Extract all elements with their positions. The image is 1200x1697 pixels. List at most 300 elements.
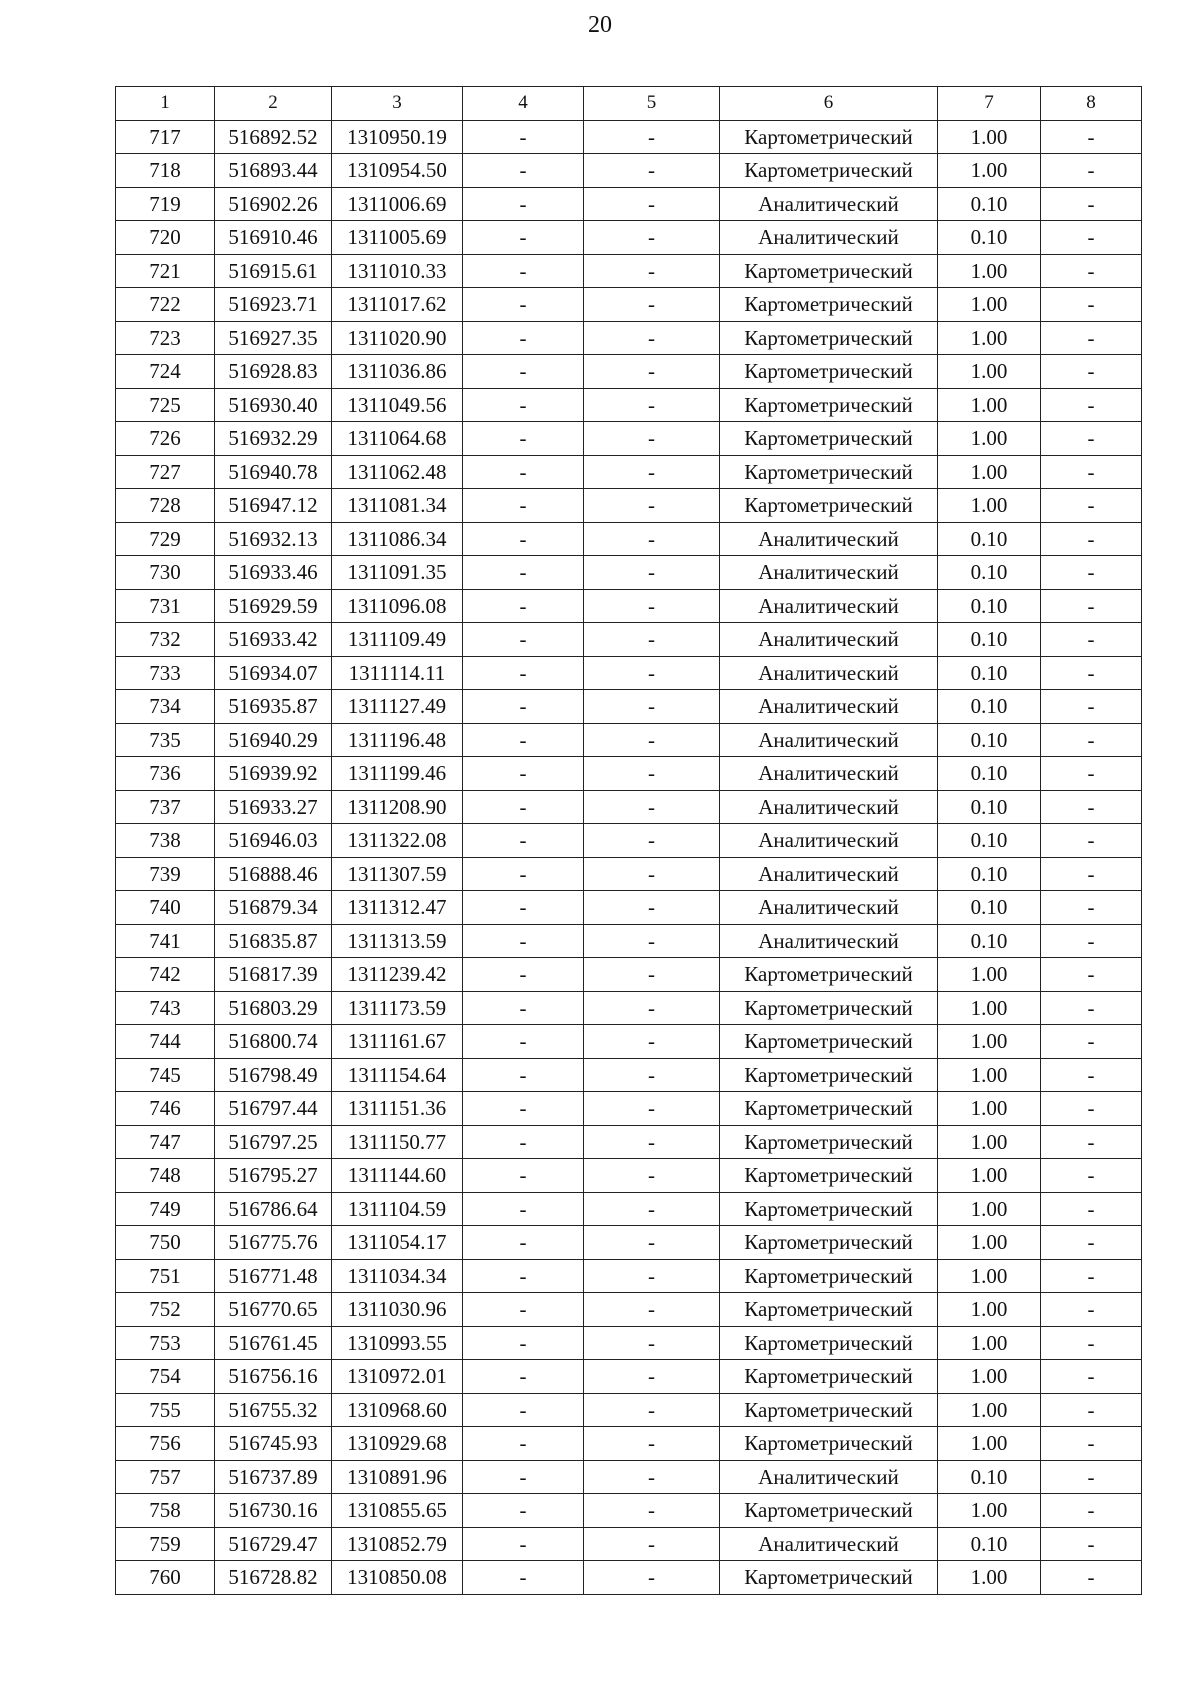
point-number-cell: 742	[116, 958, 215, 992]
column-4-cell: -	[463, 221, 584, 255]
table-row	[116, 1058, 1142, 1092]
method-cell: Картометрический	[720, 1058, 938, 1092]
accuracy-cell: 1.00	[938, 154, 1041, 188]
column-5-cell: -	[584, 1326, 720, 1360]
x-coordinate-cell: 516835.87	[215, 924, 332, 958]
y-coordinate-cell: 1311307.59	[332, 857, 463, 891]
method-cell: Аналитический	[720, 522, 938, 556]
column-5-cell: -	[584, 824, 720, 858]
accuracy-cell: 0.10	[938, 221, 1041, 255]
table-row	[116, 154, 1142, 188]
table-row	[116, 857, 1142, 891]
accuracy-cell: 1.00	[938, 1159, 1041, 1193]
x-coordinate-cell: 516947.12	[215, 489, 332, 523]
method-cell: Картометрический	[720, 1092, 938, 1126]
x-coordinate-cell: 516786.64	[215, 1192, 332, 1226]
column-8-cell: -	[1041, 891, 1142, 925]
table-row	[116, 1192, 1142, 1226]
table-row	[116, 556, 1142, 590]
y-coordinate-cell: 1310855.65	[332, 1494, 463, 1528]
column-8-cell: -	[1041, 1527, 1142, 1561]
table-row	[116, 321, 1142, 355]
y-coordinate-cell: 1311239.42	[332, 958, 463, 992]
column-header-2: 2	[215, 87, 332, 121]
x-coordinate-cell: 516745.93	[215, 1427, 332, 1461]
column-4-cell: -	[463, 1494, 584, 1528]
accuracy-cell: 1.00	[938, 958, 1041, 992]
column-8-cell: -	[1041, 1125, 1142, 1159]
column-8-cell: -	[1041, 422, 1142, 456]
x-coordinate-cell: 516761.45	[215, 1326, 332, 1360]
column-8-cell: -	[1041, 1460, 1142, 1494]
column-8-cell: -	[1041, 1360, 1142, 1394]
y-coordinate-cell: 1310929.68	[332, 1427, 463, 1461]
column-5-cell: -	[584, 690, 720, 724]
column-8-cell: -	[1041, 824, 1142, 858]
y-coordinate-cell: 1311020.90	[332, 321, 463, 355]
column-5-cell: -	[584, 556, 720, 590]
accuracy-cell: 0.10	[938, 790, 1041, 824]
y-coordinate-cell: 1310852.79	[332, 1527, 463, 1561]
y-coordinate-cell: 1311104.59	[332, 1192, 463, 1226]
x-coordinate-cell: 516940.29	[215, 723, 332, 757]
point-number-cell: 729	[116, 522, 215, 556]
accuracy-cell: 1.00	[938, 355, 1041, 389]
column-8-cell: -	[1041, 455, 1142, 489]
column-8-cell: -	[1041, 924, 1142, 958]
point-number-cell: 754	[116, 1360, 215, 1394]
y-coordinate-cell: 1310891.96	[332, 1460, 463, 1494]
column-4-cell: -	[463, 254, 584, 288]
column-5-cell: -	[584, 623, 720, 657]
table-row	[116, 187, 1142, 221]
accuracy-cell: 0.10	[938, 857, 1041, 891]
x-coordinate-cell: 516932.29	[215, 422, 332, 456]
point-number-cell: 730	[116, 556, 215, 590]
column-4-cell: -	[463, 790, 584, 824]
point-number-cell: 752	[116, 1293, 215, 1327]
table-row	[116, 1393, 1142, 1427]
x-coordinate-cell: 516910.46	[215, 221, 332, 255]
table-row	[116, 1159, 1142, 1193]
point-number-cell: 718	[116, 154, 215, 188]
accuracy-cell: 1.00	[938, 120, 1041, 154]
x-coordinate-cell: 516755.32	[215, 1393, 332, 1427]
point-number-cell: 736	[116, 757, 215, 791]
x-coordinate-cell: 516940.78	[215, 455, 332, 489]
column-8-cell: -	[1041, 187, 1142, 221]
x-coordinate-cell: 516930.40	[215, 388, 332, 422]
y-coordinate-cell: 1311208.90	[332, 790, 463, 824]
point-number-cell: 759	[116, 1527, 215, 1561]
point-number-cell: 738	[116, 824, 215, 858]
column-5-cell: -	[584, 288, 720, 322]
column-5-cell: -	[584, 1427, 720, 1461]
x-coordinate-cell: 516888.46	[215, 857, 332, 891]
x-coordinate-cell: 516892.52	[215, 120, 332, 154]
x-coordinate-cell: 516797.44	[215, 1092, 332, 1126]
column-5-cell: -	[584, 422, 720, 456]
x-coordinate-cell: 516915.61	[215, 254, 332, 288]
column-4-cell: -	[463, 1427, 584, 1461]
column-4-cell: -	[463, 958, 584, 992]
point-number-cell: 741	[116, 924, 215, 958]
table-row	[116, 1125, 1142, 1159]
method-cell: Картометрический	[720, 489, 938, 523]
column-4-cell: -	[463, 891, 584, 925]
point-number-cell: 747	[116, 1125, 215, 1159]
accuracy-cell: 1.00	[938, 1561, 1041, 1595]
method-cell: Картометрический	[720, 1226, 938, 1260]
accuracy-cell: 1.00	[938, 254, 1041, 288]
column-5-cell: -	[584, 958, 720, 992]
table-row	[116, 924, 1142, 958]
table-row	[116, 1259, 1142, 1293]
accuracy-cell: 1.00	[938, 1494, 1041, 1528]
x-coordinate-cell: 516775.76	[215, 1226, 332, 1260]
y-coordinate-cell: 1311127.49	[332, 690, 463, 724]
table-row	[116, 1427, 1142, 1461]
table-row	[116, 455, 1142, 489]
x-coordinate-cell: 516803.29	[215, 991, 332, 1025]
y-coordinate-cell: 1311199.46	[332, 757, 463, 791]
table-row	[116, 254, 1142, 288]
column-8-cell: -	[1041, 288, 1142, 322]
method-cell: Аналитический	[720, 824, 938, 858]
column-4-cell: -	[463, 589, 584, 623]
column-4-cell: -	[463, 154, 584, 188]
column-8-cell: -	[1041, 388, 1142, 422]
column-8-cell: -	[1041, 790, 1142, 824]
method-cell: Картометрический	[720, 455, 938, 489]
table-row	[116, 790, 1142, 824]
column-8-cell: -	[1041, 857, 1142, 891]
x-coordinate-cell: 516730.16	[215, 1494, 332, 1528]
column-4-cell: -	[463, 1460, 584, 1494]
column-5-cell: -	[584, 757, 720, 791]
y-coordinate-cell: 1311064.68	[332, 422, 463, 456]
column-5-cell: -	[584, 891, 720, 925]
column-8-cell: -	[1041, 690, 1142, 724]
column-4-cell: -	[463, 1527, 584, 1561]
column-4-cell: -	[463, 757, 584, 791]
point-number-cell: 724	[116, 355, 215, 389]
column-header-4: 4	[463, 87, 584, 121]
method-cell: Картометрический	[720, 1025, 938, 1059]
table-row	[116, 690, 1142, 724]
table-row	[116, 656, 1142, 690]
method-cell: Картометрический	[720, 1259, 938, 1293]
table-row	[116, 1293, 1142, 1327]
table-row	[116, 589, 1142, 623]
point-number-cell: 726	[116, 422, 215, 456]
accuracy-cell: 0.10	[938, 824, 1041, 858]
column-4-cell: -	[463, 422, 584, 456]
column-4-cell: -	[463, 1159, 584, 1193]
table-row	[116, 1494, 1142, 1528]
accuracy-cell: 1.00	[938, 288, 1041, 322]
table-row	[116, 1326, 1142, 1360]
column-4-cell: -	[463, 1092, 584, 1126]
accuracy-cell: 0.10	[938, 723, 1041, 757]
x-coordinate-cell: 516737.89	[215, 1460, 332, 1494]
y-coordinate-cell: 1311144.60	[332, 1159, 463, 1193]
page-number: 20	[588, 12, 612, 38]
accuracy-cell: 0.10	[938, 187, 1041, 221]
column-8-cell: -	[1041, 1226, 1142, 1260]
column-5-cell: -	[584, 1561, 720, 1595]
table-row	[116, 422, 1142, 456]
column-5-cell: -	[584, 857, 720, 891]
column-4-cell: -	[463, 455, 584, 489]
column-8-cell: -	[1041, 589, 1142, 623]
column-8-cell: -	[1041, 1192, 1142, 1226]
column-5-cell: -	[584, 1360, 720, 1394]
x-coordinate-cell: 516939.92	[215, 757, 332, 791]
accuracy-cell: 0.10	[938, 589, 1041, 623]
point-number-cell: 719	[116, 187, 215, 221]
accuracy-cell: 0.10	[938, 924, 1041, 958]
table-row	[116, 522, 1142, 556]
table-row	[116, 958, 1142, 992]
table-row	[116, 288, 1142, 322]
column-8-cell: -	[1041, 254, 1142, 288]
method-cell: Картометрический	[720, 154, 938, 188]
column-4-cell: -	[463, 288, 584, 322]
column-5-cell: -	[584, 924, 720, 958]
column-4-cell: -	[463, 656, 584, 690]
column-header-5: 5	[584, 87, 720, 121]
y-coordinate-cell: 1310954.50	[332, 154, 463, 188]
x-coordinate-cell: 516893.44	[215, 154, 332, 188]
column-5-cell: -	[584, 154, 720, 188]
table-row	[116, 723, 1142, 757]
x-coordinate-cell: 516729.47	[215, 1527, 332, 1561]
x-coordinate-cell: 516932.13	[215, 522, 332, 556]
y-coordinate-cell: 1311322.08	[332, 824, 463, 858]
accuracy-cell: 1.00	[938, 1192, 1041, 1226]
method-cell: Аналитический	[720, 757, 938, 791]
column-4-cell: -	[463, 690, 584, 724]
x-coordinate-cell: 516800.74	[215, 1025, 332, 1059]
column-8-cell: -	[1041, 489, 1142, 523]
point-number-cell: 733	[116, 656, 215, 690]
column-4-cell: -	[463, 1226, 584, 1260]
method-cell: Аналитический	[720, 187, 938, 221]
method-cell: Картометрический	[720, 1326, 938, 1360]
y-coordinate-cell: 1311054.17	[332, 1226, 463, 1260]
point-number-cell: 753	[116, 1326, 215, 1360]
column-5-cell: -	[584, 120, 720, 154]
accuracy-cell: 0.10	[938, 891, 1041, 925]
x-coordinate-cell: 516933.27	[215, 790, 332, 824]
column-5-cell: -	[584, 589, 720, 623]
y-coordinate-cell: 1311005.69	[332, 221, 463, 255]
table-row	[116, 1561, 1142, 1595]
column-5-cell: -	[584, 355, 720, 389]
y-coordinate-cell: 1310972.01	[332, 1360, 463, 1394]
table-row	[116, 1226, 1142, 1260]
accuracy-cell: 0.10	[938, 1460, 1041, 1494]
accuracy-cell: 1.00	[938, 489, 1041, 523]
y-coordinate-cell: 1311173.59	[332, 991, 463, 1025]
y-coordinate-cell: 1311049.56	[332, 388, 463, 422]
column-4-cell: -	[463, 1326, 584, 1360]
column-4-cell: -	[463, 723, 584, 757]
table-row	[116, 1092, 1142, 1126]
point-number-cell: 731	[116, 589, 215, 623]
method-cell: Аналитический	[720, 857, 938, 891]
table-row	[116, 355, 1142, 389]
table-row	[116, 757, 1142, 791]
point-number-cell: 745	[116, 1058, 215, 1092]
point-number-cell: 744	[116, 1025, 215, 1059]
y-coordinate-cell: 1311006.69	[332, 187, 463, 221]
x-coordinate-cell: 516934.07	[215, 656, 332, 690]
x-coordinate-cell: 516933.46	[215, 556, 332, 590]
accuracy-cell: 1.00	[938, 422, 1041, 456]
accuracy-cell: 1.00	[938, 1259, 1041, 1293]
x-coordinate-cell: 516817.39	[215, 958, 332, 992]
point-number-cell: 739	[116, 857, 215, 891]
accuracy-cell: 1.00	[938, 388, 1041, 422]
column-8-cell: -	[1041, 1025, 1142, 1059]
column-4-cell: -	[463, 1293, 584, 1327]
column-8-cell: -	[1041, 623, 1142, 657]
column-8-cell: -	[1041, 958, 1142, 992]
column-4-cell: -	[463, 321, 584, 355]
column-header-1: 1	[116, 87, 215, 121]
x-coordinate-cell: 516927.35	[215, 321, 332, 355]
y-coordinate-cell: 1310968.60	[332, 1393, 463, 1427]
point-number-cell: 748	[116, 1159, 215, 1193]
point-number-cell: 727	[116, 455, 215, 489]
accuracy-cell: 1.00	[938, 1326, 1041, 1360]
table-row	[116, 388, 1142, 422]
column-4-cell: -	[463, 824, 584, 858]
y-coordinate-cell: 1311010.33	[332, 254, 463, 288]
x-coordinate-cell: 516770.65	[215, 1293, 332, 1327]
column-8-cell: -	[1041, 1494, 1142, 1528]
point-number-cell: 760	[116, 1561, 215, 1595]
column-5-cell: -	[584, 388, 720, 422]
x-coordinate-cell: 516798.49	[215, 1058, 332, 1092]
y-coordinate-cell: 1310950.19	[332, 120, 463, 154]
point-number-cell: 723	[116, 321, 215, 355]
column-5-cell: -	[584, 1092, 720, 1126]
y-coordinate-cell: 1311062.48	[332, 455, 463, 489]
column-header-8: 8	[1041, 87, 1142, 121]
method-cell: Аналитический	[720, 556, 938, 590]
method-cell: Картометрический	[720, 422, 938, 456]
accuracy-cell: 1.00	[938, 1025, 1041, 1059]
column-4-cell: -	[463, 1125, 584, 1159]
column-5-cell: -	[584, 1460, 720, 1494]
table-row	[116, 489, 1142, 523]
y-coordinate-cell: 1311096.08	[332, 589, 463, 623]
method-cell: Картометрический	[720, 1494, 938, 1528]
x-coordinate-cell: 516946.03	[215, 824, 332, 858]
accuracy-cell: 1.00	[938, 1293, 1041, 1327]
method-cell: Аналитический	[720, 623, 938, 657]
column-4-cell: -	[463, 1360, 584, 1394]
y-coordinate-cell: 1311154.64	[332, 1058, 463, 1092]
point-number-cell: 720	[116, 221, 215, 255]
method-cell: Картометрический	[720, 1293, 938, 1327]
y-coordinate-cell: 1311313.59	[332, 924, 463, 958]
y-coordinate-cell: 1311086.34	[332, 522, 463, 556]
accuracy-cell: 0.10	[938, 1527, 1041, 1561]
y-coordinate-cell: 1310850.08	[332, 1561, 463, 1595]
column-4-cell: -	[463, 489, 584, 523]
point-number-cell: 750	[116, 1226, 215, 1260]
x-coordinate-cell: 516879.34	[215, 891, 332, 925]
y-coordinate-cell: 1311196.48	[332, 723, 463, 757]
column-8-cell: -	[1041, 1561, 1142, 1595]
table-row	[116, 1360, 1142, 1394]
point-number-cell: 721	[116, 254, 215, 288]
column-5-cell: -	[584, 723, 720, 757]
accuracy-cell: 1.00	[938, 321, 1041, 355]
column-4-cell: -	[463, 556, 584, 590]
y-coordinate-cell: 1311081.34	[332, 489, 463, 523]
column-header-3: 3	[332, 87, 463, 121]
accuracy-cell: 1.00	[938, 991, 1041, 1025]
method-cell: Картометрический	[720, 991, 938, 1025]
x-coordinate-cell: 516795.27	[215, 1159, 332, 1193]
column-8-cell: -	[1041, 1293, 1142, 1327]
method-cell: Аналитический	[720, 656, 938, 690]
method-cell: Картометрический	[720, 958, 938, 992]
point-number-cell: 755	[116, 1393, 215, 1427]
column-8-cell: -	[1041, 1159, 1142, 1193]
column-4-cell: -	[463, 924, 584, 958]
accuracy-cell: 1.00	[938, 1125, 1041, 1159]
accuracy-cell: 1.00	[938, 1226, 1041, 1260]
table-row	[116, 824, 1142, 858]
column-8-cell: -	[1041, 1259, 1142, 1293]
column-4-cell: -	[463, 1259, 584, 1293]
point-number-cell: 749	[116, 1192, 215, 1226]
accuracy-cell: 0.10	[938, 522, 1041, 556]
column-5-cell: -	[584, 1226, 720, 1260]
column-4-cell: -	[463, 120, 584, 154]
column-5-cell: -	[584, 656, 720, 690]
table-row	[116, 1460, 1142, 1494]
point-number-cell: 722	[116, 288, 215, 322]
method-cell: Аналитический	[720, 891, 938, 925]
y-coordinate-cell: 1311036.86	[332, 355, 463, 389]
y-coordinate-cell: 1311034.34	[332, 1259, 463, 1293]
point-number-cell: 732	[116, 623, 215, 657]
x-coordinate-cell: 516928.83	[215, 355, 332, 389]
x-coordinate-cell: 516756.16	[215, 1360, 332, 1394]
method-cell: Картометрический	[720, 254, 938, 288]
column-8-cell: -	[1041, 723, 1142, 757]
column-5-cell: -	[584, 187, 720, 221]
point-number-cell: 751	[116, 1259, 215, 1293]
method-cell: Аналитический	[720, 589, 938, 623]
y-coordinate-cell: 1311017.62	[332, 288, 463, 322]
column-5-cell: -	[584, 522, 720, 556]
column-8-cell: -	[1041, 656, 1142, 690]
method-cell: Картометрический	[720, 1427, 938, 1461]
point-number-cell: 737	[116, 790, 215, 824]
point-number-cell: 734	[116, 690, 215, 724]
method-cell: Аналитический	[720, 790, 938, 824]
table-row	[116, 1527, 1142, 1561]
method-cell: Картометрический	[720, 388, 938, 422]
